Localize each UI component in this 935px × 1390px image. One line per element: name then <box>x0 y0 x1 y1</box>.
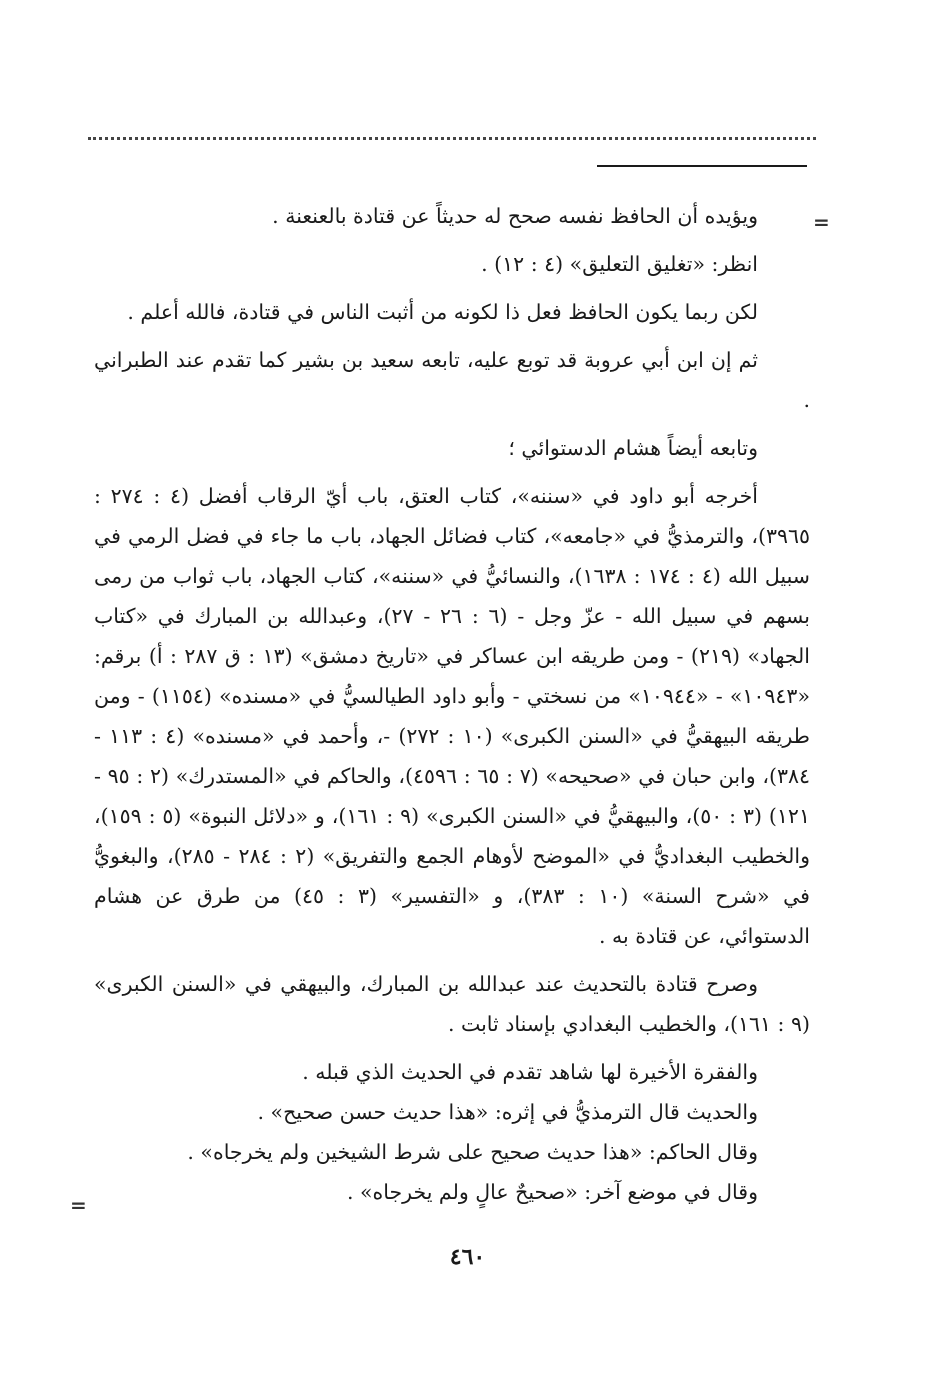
paragraph-8: والفقرة الأخيرة لها شاهد تقدم في الحديث الذي قبله . <box>302 1060 758 1084</box>
paragraph-9: والحديث قال الترمذيُّ في إثره: «هذا حديث حسن صحيح» . <box>257 1100 758 1124</box>
page-number: ٤٦٠ <box>449 1244 486 1270</box>
paragraph-3: لكن ربما يكون الحافظ فعل ذا لكونه من أثبت الناس في قتادة، فالله أعلم . <box>127 300 758 324</box>
continuation-mark-top: = <box>813 210 830 234</box>
footnote-body <box>94 196 810 1212</box>
paragraph-11: وقال في موضع آخر: «صحيحٌ عالٍ ولم يخرجاه» . <box>346 1180 758 1204</box>
paragraph-5: وتابعه أيضاً هشام الدستوائي ؛ <box>508 436 758 460</box>
paragraph-10: وقال الحاكم: «هذا حديث صحيح على شرط الشيخين ولم يخرجاه» . <box>187 1140 758 1164</box>
paragraph-1: ويؤيده أن الحافظ نفسه صحح له حديثاً عن قتادة بالعنعنة . <box>272 204 758 228</box>
paragraph-4: ثم إن ابن أبي عروبة قد توبع عليه، تابعه سعيد بن بشير كما تقدم عند الطبراني . <box>94 348 810 412</box>
footnote-rule <box>597 165 807 167</box>
continuation-mark-bottom: = <box>70 1193 87 1217</box>
paragraph-6: أخرجه أبو داود في «سننه»، كتاب العتق، باب أيّ الرقاب أفضل (٤ : ٢٧٤ : ٣٩٦٥)، والترمذيُّ في «جامعه»، كتاب فضائل الجهاد، باب ما جاء في فضل الرمي في سبيل الله (٤ : ١٧٤ : ١٦٣٨)، والنسائيُّ في «سننه»، كتاب الجهاد، باب ثواب من رمى بسهم في سبيل الله - عزّ وجل - (٦ : ٢٦ - ٢٧)، وعبدالله بن المبارك في «كتاب الجهاد» (٢١٩) - ومن طريقه ابن عساكر في «تاريخ دمشق» (١٣ : ق ٢٨٧ : أ) برقم: «١٠٩٤٣» - «١٠٩٤٤» من نسختي - وأبو داود الطيالسيُّ في «مسنده» (١١٥٤) - ومن طريقه البيهقيُّ في «السنن الكبرى» (١٠ : ٢٧٢) -، وأحمد في «مسنده» (٤ : ١١٣ - ٣٨٤)، وابن حبان في «صحيحه» (٧ : ٦٥ : ٤٥٩٦)، والحاكم في «المستدرك» (٢ : ٩٥ - ١٢١) (٣ : ٥٠)، والبيهقيُّ في «السنن الكبرى» (٩ : ١٦١)، و «دلائل النبوة» (٥ : ١٥٩)، والخطيب البغداديُّ في «الموضح لأوهام الجمع والتفريق» (٢ : ٢٨٤ - ٢٨٥)، والبغويُّ في «شرح السنة» (١٠ : ٣٨٣)، و «التفسير» (٣ : ٤٥) من طرق عن هشام الدستوائي، عن قتادة به . <box>94 484 810 948</box>
paragraph-7: وصرح قتادة بالتحديث عند عبدالله بن المبارك، والبيهقي في «السنن الكبرى» (٩ : ١٦١)، والخطيب البغدادي بإسناد ثابت . <box>94 972 810 1036</box>
paragraph-2: انظر: «تغليق التعليق» (٤ : ١٢) . <box>481 252 758 276</box>
dotted-separator <box>88 137 816 140</box>
